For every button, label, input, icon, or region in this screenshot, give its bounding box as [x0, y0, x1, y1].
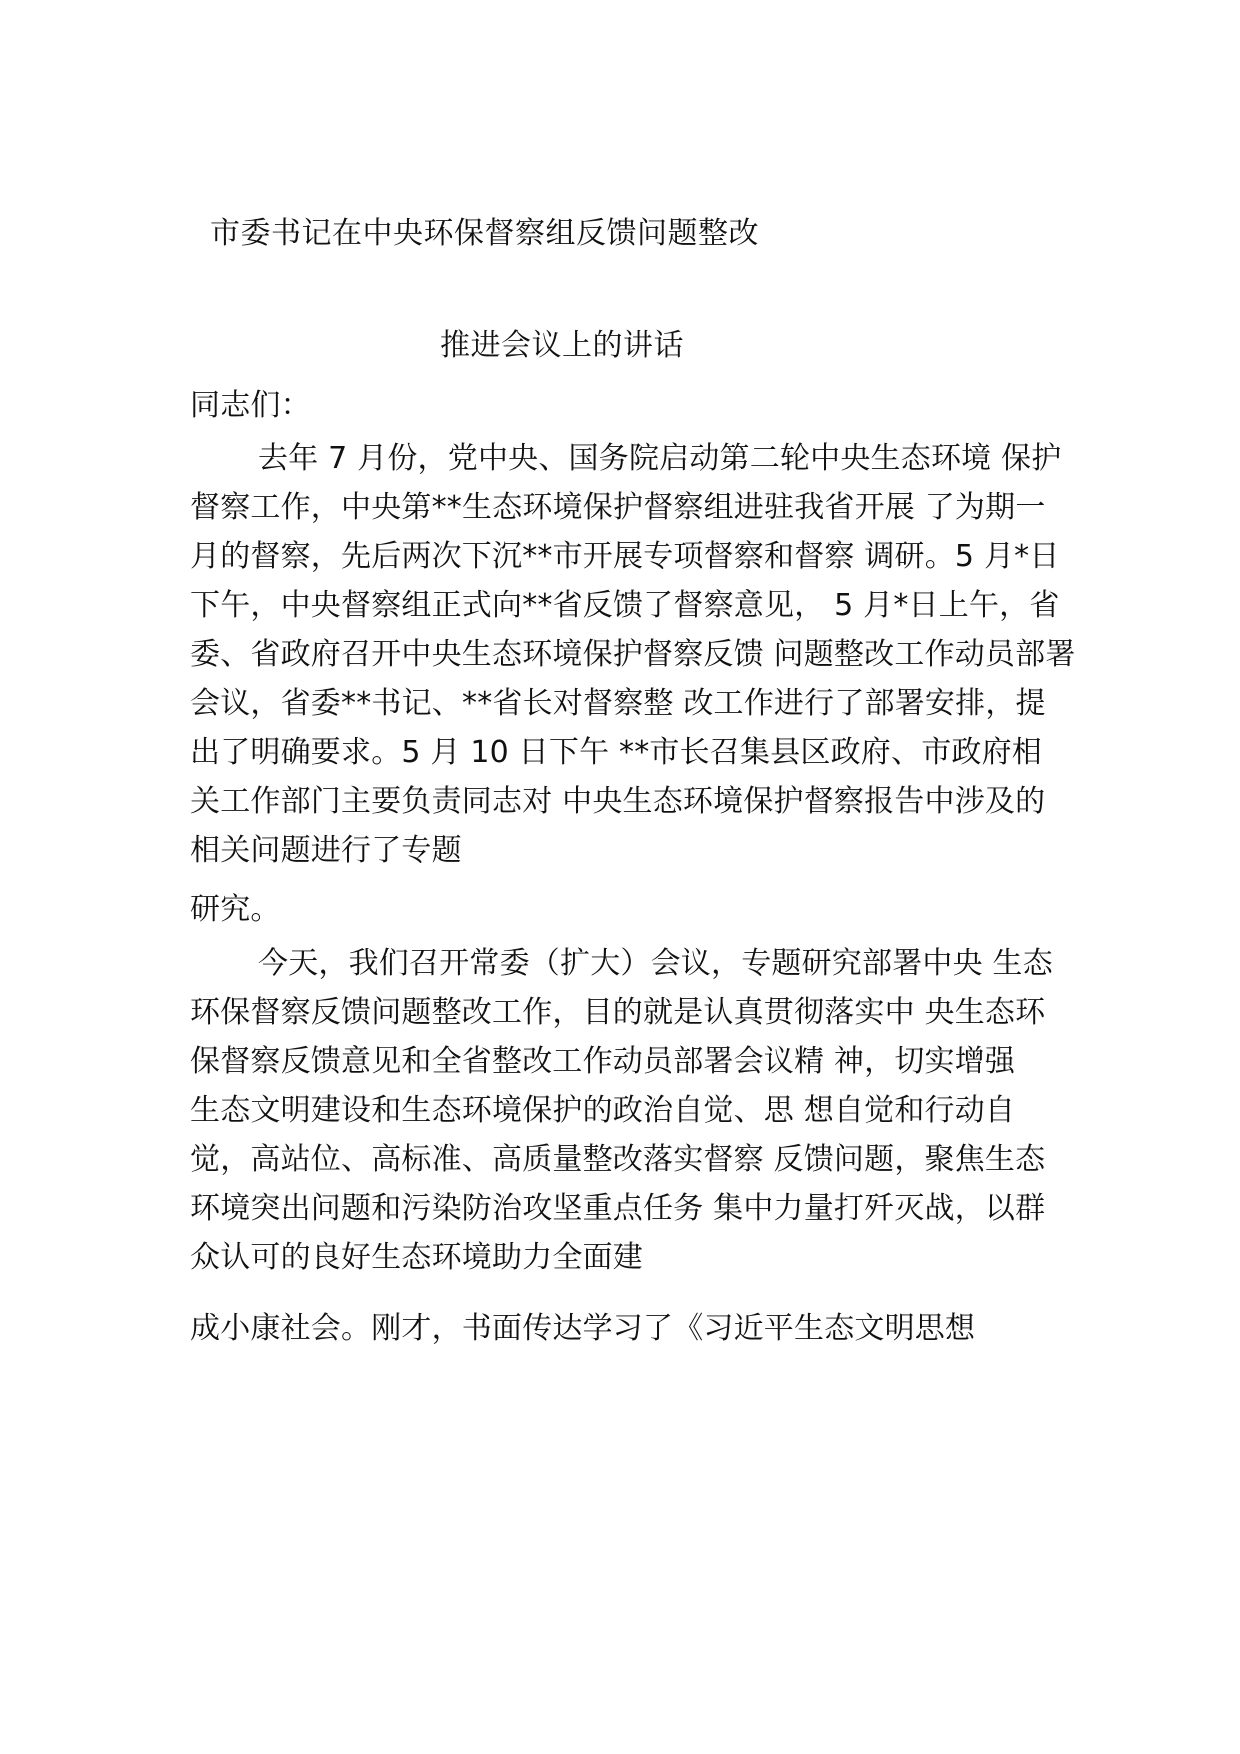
paragraph-1-tail: 研究。	[190, 892, 281, 927]
document-title-line-2: 推进会议上的讲话	[440, 328, 684, 363]
paragraph-2-tail: 成小康社会。刚才，书面传达学习了《习近平生态文明思想	[190, 1311, 976, 1346]
paragraph-1-line-3: 月的督察，先后两次下沉**市开展专项督察和督察 调研。5 月*日	[190, 539, 1060, 574]
paragraph-2-line-3: 保督察反馈意见和全省整改工作动员部署会议精 神，切实增强	[190, 1044, 1016, 1079]
salutation: 同志们：	[190, 388, 311, 423]
paragraph-2-line-6: 环境突出问题和污染防治攻坚重点任务 集中力量打歼灭战，以群	[190, 1191, 1046, 1226]
paragraph-2-line-1: 今天，我们召开常委（扩大）会议，专题研究部署中央 生态	[258, 946, 1053, 981]
paragraph-1-line-9: 相关问题进行了专题	[190, 833, 462, 868]
paragraph-2-line-5: 觉，高站位、高标准、高质量整改落实督察 反馈问题，聚焦生态	[190, 1142, 1046, 1177]
paragraph-1-line-8: 关工作部门主要负责同志对 中央生态环境保护督察报告中涉及的	[190, 784, 1046, 819]
paragraph-1-line-1: 去年 7 月份，党中央、国务院启动第二轮中央生态环境 保护	[258, 441, 1062, 476]
paragraph-1-line-2: 督察工作，中央第**生态环境保护督察组进驻我省开展 了为期一	[190, 490, 1046, 525]
paragraph-1-line-5: 委、省政府召开中央生态环境保护督察反馈 问题整改工作动员部署	[190, 637, 1076, 672]
paragraph-2-line-4: 生态文明建设和生态环境保护的政治自觉、思 想自觉和行动自	[190, 1093, 1016, 1128]
document-title-line-1: 市委书记在中央环保督察组反馈问题整改	[210, 216, 759, 251]
paragraph-1-line-6: 会议，省委**书记、**省长对督察整 改工作进行了部署安排，提	[190, 686, 1046, 721]
paragraph-1-line-7: 出了明确要求。5 月 10 日下午 **市长召集县区政府、市政府相	[190, 735, 1043, 770]
paragraph-2-line-7: 众认可的良好生态环境助力全面建	[190, 1240, 643, 1275]
paragraph-2-line-2: 环保督察反馈问题整改工作，目的就是认真贯彻落实中 央生态环	[190, 995, 1046, 1030]
paragraph-1-line-4: 下午，中央督察组正式向**省反馈了督察意见， 5 月*日上午，省	[190, 588, 1060, 623]
